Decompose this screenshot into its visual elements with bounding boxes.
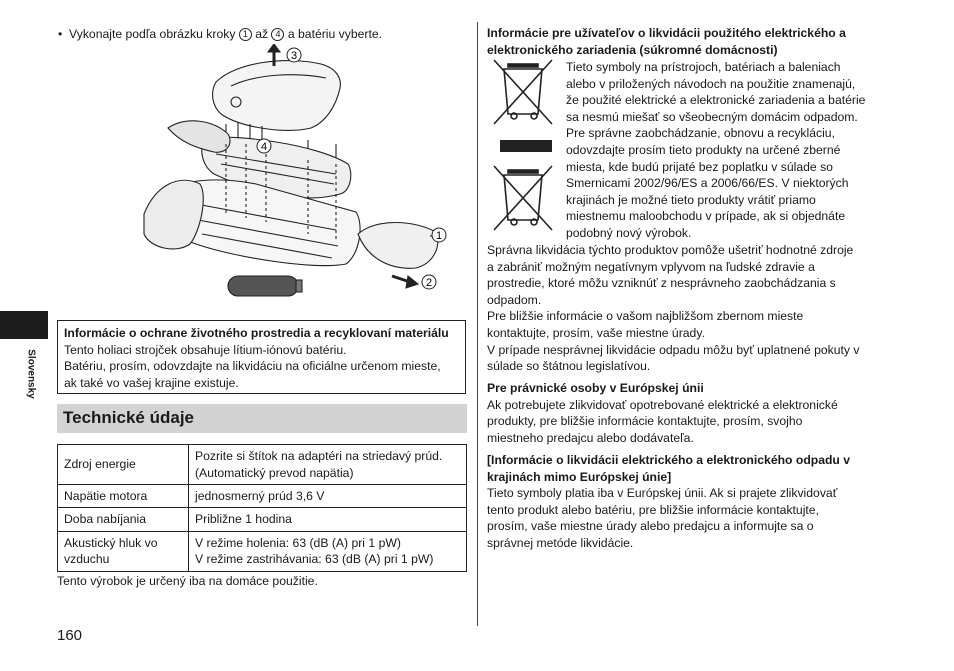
section-heading: Technické údaje (63, 408, 195, 427)
home-use-note: Tento výrobok je určený iba na domáce použitie. (57, 574, 318, 588)
table-row (58, 508, 467, 531)
legal-entities-section (487, 380, 907, 446)
spec-value-line: Pozrite si štítok na adaptéri na striedavý prúd. (195, 449, 443, 464)
text-line: podobný nový výrobok. (566, 225, 692, 240)
text-line: prosím, vaše miestne úrady alebo predajcu a informujte sa o (487, 519, 814, 534)
black-bar-icon (500, 140, 552, 152)
language-tab-marker (0, 311, 48, 339)
figure-label-4: 4 (260, 141, 268, 153)
table-row (58, 531, 467, 571)
text-line: Pre bližšie informácie o vašom najbližšom zbernom mieste (487, 309, 804, 324)
spec-label: Napätie motora (58, 485, 189, 508)
instruction-bullet: • Vykonajte podľa obrázku kroky 1 až 4 a batériu vyberte. (58, 27, 383, 41)
table-row (58, 445, 467, 485)
spec-value-line: V režime zastrihávania: 63 (dB (A) pri 1 pW) (195, 552, 434, 567)
specifications-table (57, 444, 467, 572)
text-line: sa nesmú miešať so všeobecným domácim odpadom. (566, 109, 858, 124)
instruction-text: Vykonajte podľa obrázku kroky (69, 27, 236, 41)
column-divider (477, 22, 478, 626)
disposal-paragraph-2 (487, 242, 907, 375)
text-line: prostredie, ktoré môžu vzniknúť z nesprávneho zaobchádzania s (487, 276, 836, 291)
text-line: kontaktujte, prosím, vaše miestne úrady. (487, 325, 705, 340)
text-line: tento produkt alebo batériu, pre bližšie informácie kontaktujte, (487, 502, 819, 517)
text-line: že použité elektrické a elektronické zariadenia a batérie (566, 93, 866, 108)
text-line: miestneho predajcu alebo dodávateľa. (487, 430, 694, 445)
environment-info-title: Informácie o ochrane životného prostredia a recyklovaní materiálu (64, 326, 449, 340)
text-line: miesta, kde budú prijaté bez poplatku v súlade so (566, 159, 833, 174)
text-line: krajinách je možné tieto produkty vrátiť priamo (566, 192, 816, 207)
text-line: Tieto symboly platia iba v Európskej únii. Ak si prajete zlikvidovať (487, 486, 838, 501)
spec-value: jednosmerný prúd 3,6 V (189, 485, 467, 508)
spec-label: Akustický hluk vo vzduchu (58, 531, 189, 571)
blade-head (168, 121, 230, 152)
text-line: Ak potrebujete zlikvidovať opotrebované elektrické a elektronické (487, 397, 838, 412)
spec-value: Približne 1 hodina (189, 508, 467, 531)
spec-value (189, 531, 467, 571)
text-line: súlade so štátnou legislatívou. (487, 359, 651, 374)
table-row (58, 485, 467, 508)
instruction-end: a batériu vyberte. (287, 27, 383, 41)
top-cover (213, 61, 341, 131)
step-number: 1 (239, 28, 252, 41)
language-side-label: Slovensky (25, 349, 37, 399)
instruction-connector: až (255, 27, 269, 41)
spec-value-line: V režime holenia: 63 (dB (A) pri 1 pW) (195, 535, 401, 550)
outside-eu-title-line: [Informácie o likvidácii elektrického a elektronického odpadu v (487, 453, 851, 467)
back-cover (358, 223, 438, 269)
disposal-paragraph-1 (566, 59, 906, 242)
outside-eu-section (487, 452, 907, 552)
page-number: 160 (57, 627, 83, 644)
crossed-bin-icon (494, 166, 552, 230)
section-heading-bar (57, 404, 467, 433)
text-line: Tieto symboly na prístrojoch, batériach a baleniach (566, 60, 841, 74)
step-number: 4 (271, 28, 284, 41)
text-line: miestnemu maloobchodu v prípade, ak si objednáte (566, 209, 846, 224)
text-line: produkty, pre bližšie informácie kontaktujte, prosím, svojho (487, 414, 803, 429)
crossed-bin-icon (494, 60, 552, 124)
spec-label: Doba nabíjania (58, 508, 189, 531)
figure-label-1: 1 (435, 230, 443, 242)
legal-entities-title: Pre právnické osoby v Európskej únii (487, 381, 704, 395)
spec-value (189, 445, 467, 485)
outside-eu-title-line: krajinách mimo Európskej únie] (487, 469, 672, 484)
environment-info-box (57, 320, 466, 394)
disposal-title-line: Informácie pre užívateľov o likvidácii použitého elektrického a (487, 26, 846, 40)
disposal-title-line: elektronického zariadenia (súkromné domácnosti) (487, 42, 778, 57)
text-line: a zabrániť možným negatívnym vplyvom na ľudské zdravie a (487, 259, 815, 274)
text-line: odpadom. (487, 292, 542, 307)
text-line: V prípade nesprávnej likvidácie odpadu môžu byť uplatnené pokuty v (487, 342, 860, 357)
text-line: odovzdajte prosím tieto produkty na určené zberné (566, 142, 841, 157)
text-line: alebo v priložených návodoch na použitie znamenajú, (566, 76, 856, 91)
text-line: správnej metóde likvidácie. (487, 535, 634, 550)
environment-info-line: Batériu, prosím, odovzdajte na likvidáciu na oficiálne určenom mieste, (64, 359, 441, 374)
text-line: Pre správne zaobchádzanie, obnovu a recykláciu, (566, 126, 835, 141)
weee-symbols (490, 58, 556, 234)
text-line: Smernicami 2002/96/ES a 2006/66/ES. V niektorých (566, 176, 849, 191)
text-line: Správna likvidácia týchto produktov pomôže ušetriť hodnotné zdroje (487, 243, 854, 257)
spec-label: Zdroj energie (58, 445, 189, 485)
environment-info-line: ak také vo vašej krajine existuje. (64, 375, 239, 390)
disassembly-illustration (136, 44, 456, 300)
spec-value-line: (Automatický prevod napätia) (195, 465, 354, 480)
disposal-title (487, 25, 907, 58)
figure-label-2: 2 (425, 277, 433, 289)
figure-label-3: 3 (290, 50, 298, 62)
environment-info-line: Tento holiaci strojček obsahuje lítium-iónovú batériu. (64, 342, 347, 357)
battery (228, 276, 302, 296)
